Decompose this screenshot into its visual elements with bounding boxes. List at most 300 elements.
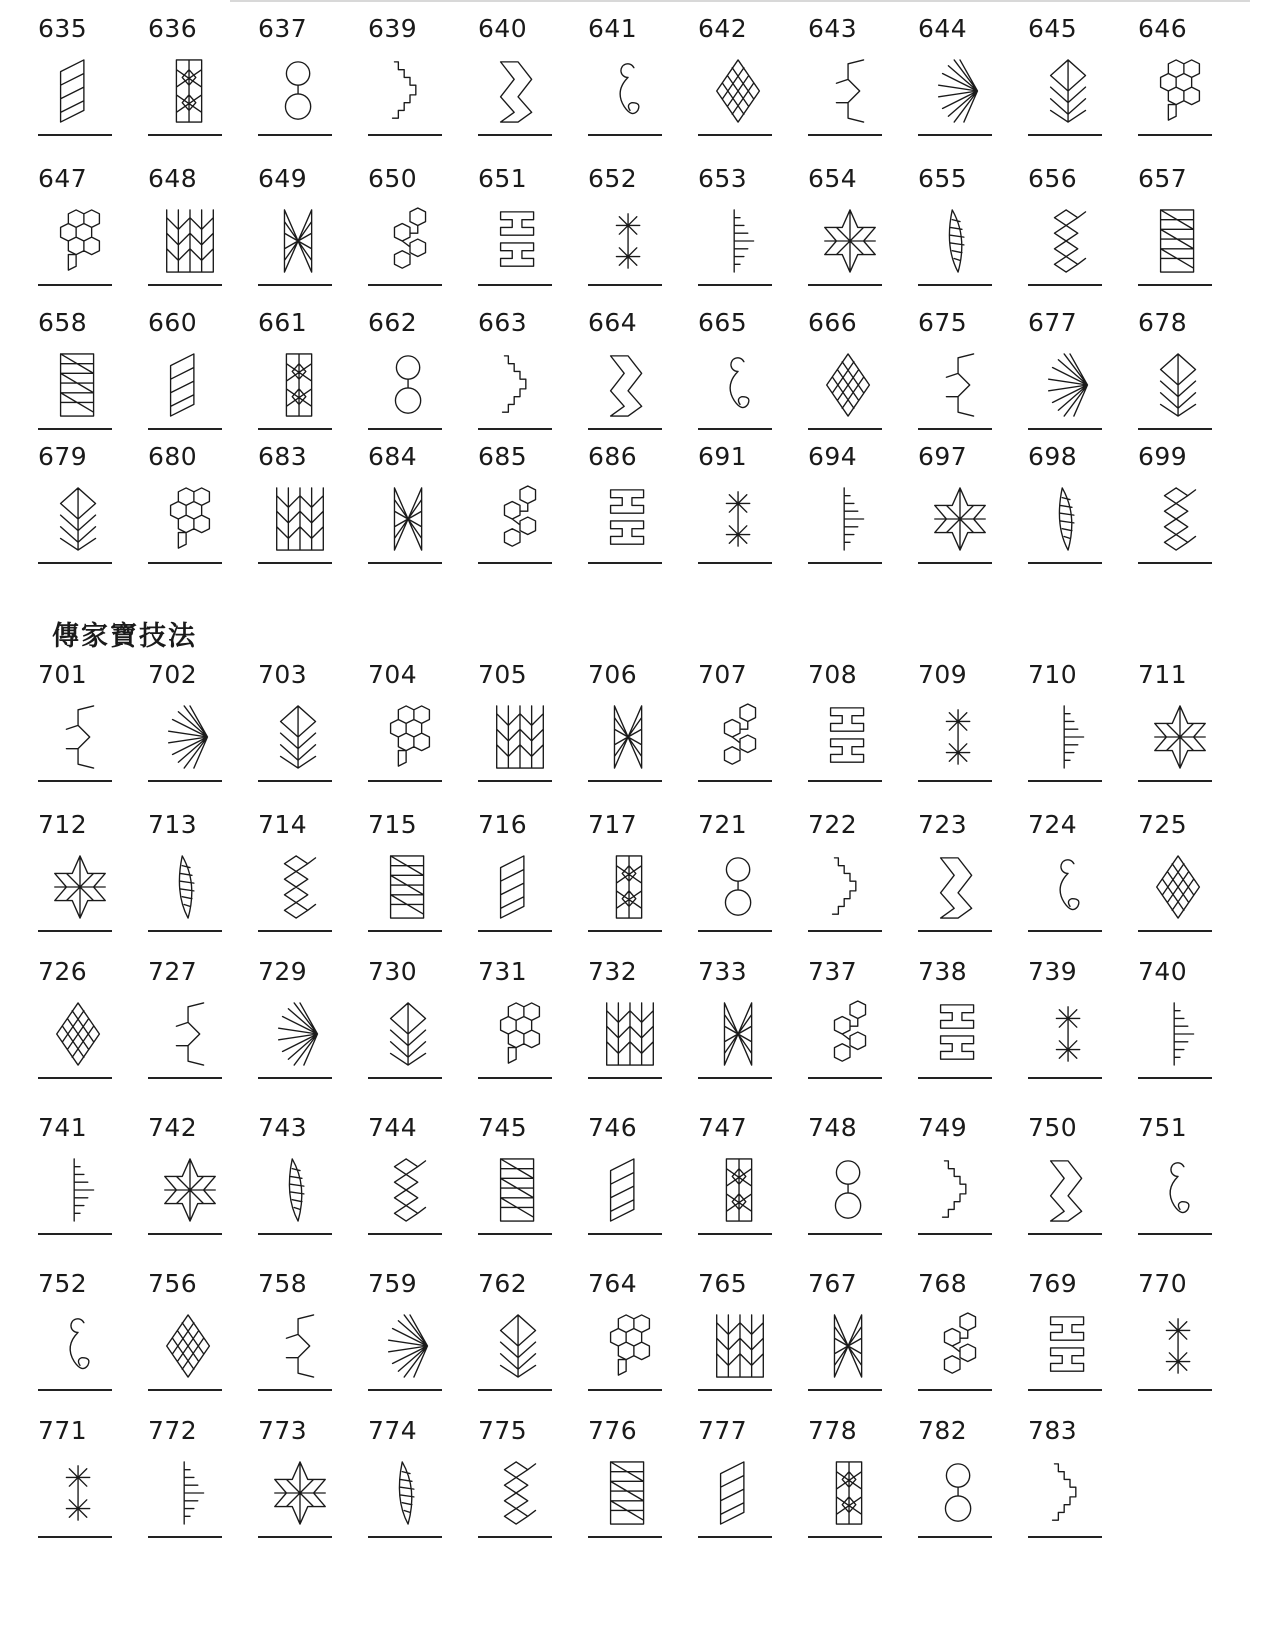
spiral-s-icon xyxy=(1044,854,1096,920)
stitch-number: 675 xyxy=(918,308,968,337)
stitch-cell-657 xyxy=(1138,164,1248,308)
stitch-cell-651 xyxy=(478,164,588,308)
stitch-cell-691 xyxy=(698,442,808,582)
stitch-number: 768 xyxy=(918,1269,968,1298)
stitch-cell-733 xyxy=(698,957,808,1113)
stitch-number: 750 xyxy=(1028,1113,1078,1142)
ladder-diagonal-icon xyxy=(54,352,106,418)
underline-rule xyxy=(38,134,112,136)
stitch-number: 774 xyxy=(368,1416,418,1445)
hexagon-chain-icon xyxy=(384,208,436,274)
stitch-number: 683 xyxy=(258,442,308,471)
stitch-number: 697 xyxy=(918,442,968,471)
lattice-diamond-icon xyxy=(494,1460,546,1526)
bracket-chain-icon xyxy=(604,486,656,552)
diagonal-stripes-icon xyxy=(54,58,106,124)
underline-rule xyxy=(368,284,442,286)
stitch-cell-709 xyxy=(918,660,1028,810)
stitch-number: 756 xyxy=(148,1269,198,1298)
stitch-cell-716 xyxy=(478,810,588,957)
chevron-columns-icon xyxy=(714,1313,766,1379)
underline-rule xyxy=(258,1536,332,1538)
stitch-number: 654 xyxy=(808,164,858,193)
underline-rule xyxy=(698,1233,772,1235)
stitch-number: 742 xyxy=(148,1113,198,1142)
stitch-cell-665 xyxy=(698,308,808,442)
diagonal-stripes-icon xyxy=(714,1460,766,1526)
arrow-stack-icon xyxy=(494,1313,546,1379)
comb-bars-icon xyxy=(1044,704,1096,770)
underline-rule xyxy=(148,428,222,430)
stitch-cell-660 xyxy=(148,308,258,442)
stitch-number: 744 xyxy=(368,1113,418,1142)
stitch-number: 769 xyxy=(1028,1269,1078,1298)
stitch-cell-765 xyxy=(698,1269,808,1416)
stitch-cell-663 xyxy=(478,308,588,442)
step-zigzag-icon xyxy=(384,58,436,124)
underline-rule xyxy=(478,1389,552,1391)
stitch-number: 725 xyxy=(1138,810,1188,839)
stitch-number: 703 xyxy=(258,660,308,689)
underline-rule xyxy=(478,1233,552,1235)
stitch-cell-645 xyxy=(1028,14,1138,164)
stitch-number: 772 xyxy=(148,1416,198,1445)
underline-rule xyxy=(1028,1233,1102,1235)
stitch-cell-745 xyxy=(478,1113,588,1269)
stitch-number: 712 xyxy=(38,810,88,839)
stitch-number: 641 xyxy=(588,14,638,43)
stitch-cell-714 xyxy=(258,810,368,957)
branch-fork-icon xyxy=(54,704,106,770)
underline-rule xyxy=(478,780,552,782)
underline-rule xyxy=(38,1077,112,1079)
stitch-cell-636 xyxy=(148,14,258,164)
diagonal-stripes-icon xyxy=(164,352,216,418)
stitch-cell-729 xyxy=(258,957,368,1113)
crosshatch-diamond-icon xyxy=(1154,854,1206,920)
star-column-icon xyxy=(164,58,216,124)
stitch-number: 715 xyxy=(368,810,418,839)
underline-rule xyxy=(258,1077,332,1079)
stitch-cell-777 xyxy=(698,1416,808,1566)
stitch-cell-731 xyxy=(478,957,588,1113)
stitch-number: 679 xyxy=(38,442,88,471)
underline-rule xyxy=(38,428,112,430)
stitch-cell-759 xyxy=(368,1269,478,1416)
eight-point-star-icon xyxy=(824,208,876,274)
underline-rule xyxy=(1138,428,1212,430)
underline-rule xyxy=(918,134,992,136)
hexagon-chain-icon xyxy=(934,1313,986,1379)
underline-rule xyxy=(698,930,772,932)
underline-rule xyxy=(918,428,992,430)
underline-rule xyxy=(588,1077,662,1079)
underline-rule xyxy=(478,134,552,136)
underline-rule xyxy=(808,1389,882,1391)
cross-weave-icon xyxy=(274,208,326,274)
stitch-number: 684 xyxy=(368,442,418,471)
stitch-number: 708 xyxy=(808,660,858,689)
stitch-number: 652 xyxy=(588,164,638,193)
stitch-cell-654 xyxy=(808,164,918,308)
stitch-number: 730 xyxy=(368,957,418,986)
underline-rule xyxy=(258,284,332,286)
underline-rule xyxy=(258,930,332,932)
stitch-number: 653 xyxy=(698,164,748,193)
stitch-cell-635 xyxy=(38,14,148,164)
stitch-number: 698 xyxy=(1028,442,1078,471)
stitch-number: 726 xyxy=(38,957,88,986)
stitch-cell-726 xyxy=(38,957,148,1113)
underline-rule xyxy=(478,428,552,430)
underline-rule xyxy=(808,428,882,430)
chevron-columns-icon xyxy=(494,704,546,770)
stitch-grid-decorative xyxy=(38,14,1248,582)
stitch-number: 758 xyxy=(258,1269,308,1298)
stitch-cell-723 xyxy=(918,810,1028,957)
circle-pair-icon xyxy=(714,854,766,920)
stitch-cell-747 xyxy=(698,1113,808,1269)
eight-point-star-icon xyxy=(54,854,106,920)
stitch-cell-637 xyxy=(258,14,368,164)
underline-rule xyxy=(1138,1233,1212,1235)
lattice-diamond-icon xyxy=(1044,208,1096,274)
comb-bars-icon xyxy=(1154,1001,1206,1067)
fan-lines-icon xyxy=(934,58,986,124)
underline-rule xyxy=(38,930,112,932)
stitch-number: 694 xyxy=(808,442,858,471)
hexagon-cluster-icon xyxy=(54,208,106,274)
stitch-number: 731 xyxy=(478,957,528,986)
arrow-stack-icon xyxy=(384,1001,436,1067)
stitch-number: 732 xyxy=(588,957,638,986)
asterisk-pair-icon xyxy=(604,208,656,274)
stitch-cell-658 xyxy=(38,308,148,442)
underline-rule xyxy=(368,134,442,136)
stitch-cell-771 xyxy=(38,1416,148,1566)
underline-rule xyxy=(698,428,772,430)
underline-rule xyxy=(1028,1536,1102,1538)
stitch-number: 635 xyxy=(38,14,88,43)
cross-weave-icon xyxy=(824,1313,876,1379)
lattice-diamond-icon xyxy=(1154,486,1206,552)
branch-fork-icon xyxy=(164,1001,216,1067)
underline-rule xyxy=(918,930,992,932)
stitch-cell-770 xyxy=(1138,1269,1248,1416)
underline-rule xyxy=(368,1536,442,1538)
stitch-cell-725 xyxy=(1138,810,1248,957)
stitch-number: 775 xyxy=(478,1416,528,1445)
ladder-diagonal-icon xyxy=(1154,208,1206,274)
stitch-number: 691 xyxy=(698,442,748,471)
hexagon-cluster-icon xyxy=(164,486,216,552)
stitch-cell-744 xyxy=(368,1113,478,1269)
stitch-cell-762 xyxy=(478,1269,588,1416)
lattice-diamond-icon xyxy=(384,1157,436,1223)
hexagon-cluster-icon xyxy=(1154,58,1206,124)
stitch-number: 650 xyxy=(368,164,418,193)
stitch-cell-661 xyxy=(258,308,368,442)
underline-rule xyxy=(1138,930,1212,932)
stitch-number: 765 xyxy=(698,1269,748,1298)
stitch-number: 770 xyxy=(1138,1269,1188,1298)
stitch-number: 748 xyxy=(808,1113,858,1142)
stitch-cell-715 xyxy=(368,810,478,957)
stitch-number: 714 xyxy=(258,810,308,839)
stitch-number: 724 xyxy=(1028,810,1078,839)
stitch-number: 743 xyxy=(258,1113,308,1142)
stitch-cell-751 xyxy=(1138,1113,1248,1269)
stitch-number: 636 xyxy=(148,14,198,43)
underline-rule xyxy=(148,1536,222,1538)
crosshatch-diamond-icon xyxy=(164,1313,216,1379)
leaf-hatch-icon xyxy=(274,1157,326,1223)
star-column-icon xyxy=(714,1157,766,1223)
stitch-number: 685 xyxy=(478,442,528,471)
leaf-hatch-icon xyxy=(934,208,986,274)
stitch-cell-641 xyxy=(588,14,698,164)
chevron-columns-icon xyxy=(164,208,216,274)
ladder-diagonal-icon xyxy=(384,854,436,920)
cross-weave-icon xyxy=(384,486,436,552)
underline-rule xyxy=(588,780,662,782)
zigzag-chevron-icon xyxy=(494,58,546,124)
stitch-cell-646 xyxy=(1138,14,1248,164)
underline-rule xyxy=(588,562,662,564)
underline-rule xyxy=(808,780,882,782)
underline-rule xyxy=(1138,1389,1212,1391)
star-column-icon xyxy=(824,1460,876,1526)
circle-pair-icon xyxy=(384,352,436,418)
stitch-number: 776 xyxy=(588,1416,638,1445)
underline-rule xyxy=(918,284,992,286)
underline-rule xyxy=(148,1389,222,1391)
stitch-cell-648 xyxy=(148,164,258,308)
underline-rule xyxy=(1028,134,1102,136)
stitch-cell-650 xyxy=(368,164,478,308)
zigzag-chevron-icon xyxy=(604,352,656,418)
stitch-cell-712 xyxy=(38,810,148,957)
stitch-cell-707 xyxy=(698,660,808,810)
underline-rule xyxy=(258,1233,332,1235)
cross-weave-icon xyxy=(714,1001,766,1067)
stitch-number: 644 xyxy=(918,14,968,43)
stitch-cell-769 xyxy=(1028,1269,1138,1416)
underline-rule xyxy=(478,562,552,564)
stitch-number: 733 xyxy=(698,957,748,986)
stitch-number: 656 xyxy=(1028,164,1078,193)
stitch-number: 643 xyxy=(808,14,858,43)
stitch-number: 704 xyxy=(368,660,418,689)
stitch-cell-643 xyxy=(808,14,918,164)
underline-rule xyxy=(148,780,222,782)
underline-rule xyxy=(918,780,992,782)
stitch-number: 640 xyxy=(478,14,528,43)
asterisk-pair-icon xyxy=(1154,1313,1206,1379)
stitch-cell-772 xyxy=(148,1416,258,1566)
comb-bars-icon xyxy=(54,1157,106,1223)
underline-rule xyxy=(148,134,222,136)
lattice-diamond-icon xyxy=(274,854,326,920)
hexagon-chain-icon xyxy=(824,1001,876,1067)
diagonal-stripes-icon xyxy=(494,854,546,920)
stitch-number: 738 xyxy=(918,957,968,986)
underline-rule xyxy=(258,1389,332,1391)
stitch-number: 637 xyxy=(258,14,308,43)
chevron-columns-icon xyxy=(604,1001,656,1067)
stitch-number: 782 xyxy=(918,1416,968,1445)
stitch-cell-701 xyxy=(38,660,148,810)
underline-rule xyxy=(698,284,772,286)
stitch-number: 707 xyxy=(698,660,748,689)
underline-rule xyxy=(918,1233,992,1235)
stitch-number: 706 xyxy=(588,660,638,689)
stitch-cell-775 xyxy=(478,1416,588,1566)
stitch-cell-656 xyxy=(1028,164,1138,308)
stitch-cell-647 xyxy=(38,164,148,308)
stitch-number: 702 xyxy=(148,660,198,689)
stitch-cell-708 xyxy=(808,660,918,810)
stitch-cell-639 xyxy=(368,14,478,164)
stitch-number: 745 xyxy=(478,1113,528,1142)
stitch-number: 778 xyxy=(808,1416,858,1445)
star-column-icon xyxy=(274,352,326,418)
underline-rule xyxy=(698,1536,772,1538)
bracket-chain-icon xyxy=(824,704,876,770)
stitch-number: 686 xyxy=(588,442,638,471)
fan-lines-icon xyxy=(274,1001,326,1067)
stitch-cell-773 xyxy=(258,1416,368,1566)
underline-rule xyxy=(808,1077,882,1079)
zigzag-chevron-icon xyxy=(934,854,986,920)
stitch-cell-702 xyxy=(148,660,258,810)
stitch-cell-675 xyxy=(918,308,1028,442)
stitch-cell-738 xyxy=(918,957,1028,1113)
asterisk-pair-icon xyxy=(54,1460,106,1526)
stitch-cell-640 xyxy=(478,14,588,164)
stitch-cell-662 xyxy=(368,308,478,442)
leaf-hatch-icon xyxy=(384,1460,436,1526)
underline-rule xyxy=(1138,134,1212,136)
zigzag-chevron-icon xyxy=(1044,1157,1096,1223)
stitch-number: 722 xyxy=(808,810,858,839)
underline-rule xyxy=(808,1233,882,1235)
ladder-diagonal-icon xyxy=(494,1157,546,1223)
stitch-number: 645 xyxy=(1028,14,1078,43)
stitch-cell-743 xyxy=(258,1113,368,1269)
stitch-grid-heirloom xyxy=(38,660,1248,1566)
stitch-number: 648 xyxy=(148,164,198,193)
underline-rule xyxy=(698,780,772,782)
diagonal-stripes-icon xyxy=(604,1157,656,1223)
underline-rule xyxy=(1028,428,1102,430)
stitch-cell-768 xyxy=(918,1269,1028,1416)
stitch-number: 740 xyxy=(1138,957,1188,986)
stitch-number: 783 xyxy=(1028,1416,1078,1445)
stitch-cell-774 xyxy=(368,1416,478,1566)
stitch-number: 680 xyxy=(148,442,198,471)
stitch-number: 710 xyxy=(1028,660,1078,689)
hexagon-cluster-icon xyxy=(494,1001,546,1067)
stitch-number: 678 xyxy=(1138,308,1188,337)
stitch-number: 701 xyxy=(38,660,88,689)
stitch-number: 711 xyxy=(1138,660,1188,689)
underline-rule xyxy=(918,1389,992,1391)
stitch-cell-704 xyxy=(368,660,478,810)
stitch-number: 721 xyxy=(698,810,748,839)
stitch-number: 657 xyxy=(1138,164,1188,193)
underline-rule xyxy=(698,1389,772,1391)
stitch-number: 729 xyxy=(258,957,308,986)
stitch-number: 649 xyxy=(258,164,308,193)
underline-rule xyxy=(368,428,442,430)
stitch-cell-698 xyxy=(1028,442,1138,582)
underline-rule xyxy=(258,428,332,430)
stitch-number: 773 xyxy=(258,1416,308,1445)
eight-point-star-icon xyxy=(274,1460,326,1526)
crosshatch-diamond-icon xyxy=(54,1001,106,1067)
stitch-cell-746 xyxy=(588,1113,698,1269)
stitch-cell-686 xyxy=(588,442,698,582)
underline-rule xyxy=(1028,930,1102,932)
hexagon-chain-icon xyxy=(714,704,766,770)
stitch-cell-748 xyxy=(808,1113,918,1269)
branch-fork-icon xyxy=(934,352,986,418)
stitch-number: 759 xyxy=(368,1269,418,1298)
stitch-number: 771 xyxy=(38,1416,88,1445)
step-zigzag-icon xyxy=(1044,1460,1096,1526)
stitch-number: 655 xyxy=(918,164,968,193)
stitch-number: 677 xyxy=(1028,308,1078,337)
stitch-cell-752 xyxy=(38,1269,148,1416)
underline-rule xyxy=(918,1077,992,1079)
section-title-heirloom: 傳家寶技法 xyxy=(52,621,197,652)
underline-rule xyxy=(478,930,552,932)
stitch-number: 666 xyxy=(808,308,858,337)
fan-lines-icon xyxy=(164,704,216,770)
underline-rule xyxy=(588,1389,662,1391)
stitch-cell-722 xyxy=(808,810,918,957)
stitch-cell-767 xyxy=(808,1269,918,1416)
stitch-cell-730 xyxy=(368,957,478,1113)
arrow-stack-icon xyxy=(1154,352,1206,418)
underline-rule xyxy=(588,930,662,932)
underline-rule xyxy=(698,134,772,136)
stitch-cell-782 xyxy=(918,1416,1028,1566)
step-zigzag-icon xyxy=(494,352,546,418)
underline-rule xyxy=(478,284,552,286)
leaf-hatch-icon xyxy=(164,854,216,920)
stitch-cell-705 xyxy=(478,660,588,810)
stitch-number: 705 xyxy=(478,660,528,689)
underline-rule xyxy=(588,1536,662,1538)
stitch-number: 639 xyxy=(368,14,418,43)
stitch-number: 664 xyxy=(588,308,638,337)
crosshatch-diamond-icon xyxy=(824,352,876,418)
stitch-number: 764 xyxy=(588,1269,638,1298)
bracket-chain-icon xyxy=(494,208,546,274)
branch-fork-icon xyxy=(824,58,876,124)
stitch-cell-742 xyxy=(148,1113,258,1269)
underline-rule xyxy=(1028,562,1102,564)
underline-rule xyxy=(1028,780,1102,782)
underline-rule xyxy=(368,562,442,564)
stitch-number: 646 xyxy=(1138,14,1188,43)
underline-rule xyxy=(588,284,662,286)
leaf-hatch-icon xyxy=(1044,486,1096,552)
stitch-cell-703 xyxy=(258,660,368,810)
eight-point-star-icon xyxy=(164,1157,216,1223)
